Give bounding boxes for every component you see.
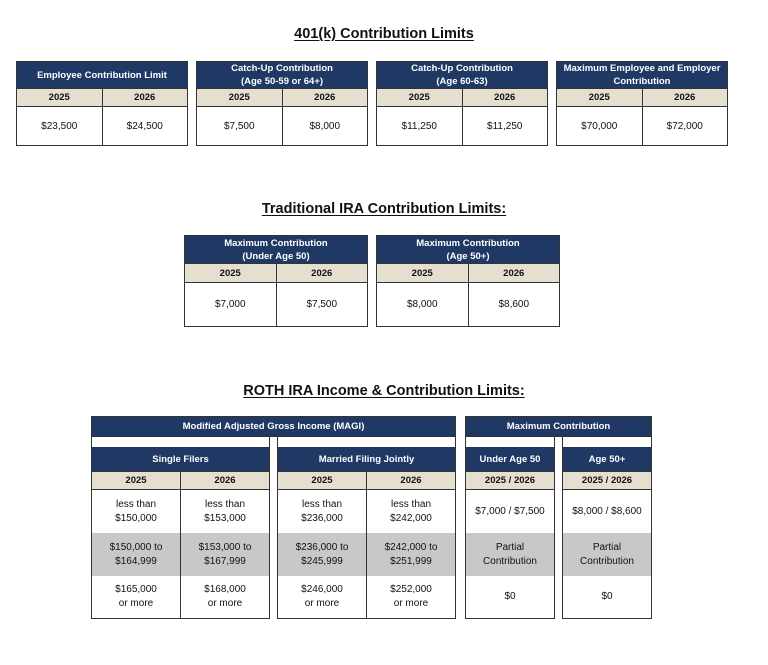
- under-50-table: [465, 436, 555, 619]
- year-row: 2025 2026: [197, 88, 367, 107]
- table-header: Catch-Up Contribution (Age 50-59 or 64+): [197, 62, 367, 88]
- year-cell: 2026: [180, 471, 269, 490]
- table-cell: $153,000 to $167,999: [181, 533, 269, 576]
- year-cell: 2025 / 2026: [563, 471, 651, 490]
- year-cell: 2025: [278, 471, 366, 490]
- table-cell: $0: [601, 591, 613, 602]
- table-cell: $0: [504, 591, 516, 602]
- table-cell: $8,000 / $8,600: [572, 505, 642, 517]
- single-filers-header: Single Filers: [92, 447, 269, 471]
- year-cell: 2025 / 2026: [466, 471, 554, 490]
- age-50-plus-header: Age 50+: [563, 447, 651, 471]
- table-header: Employee Contribution Limit: [17, 62, 187, 88]
- max-contribution-header: Maximum Contribution: [465, 416, 652, 437]
- ira-over50-table: [376, 235, 560, 327]
- table-cell: Partial Contribution: [563, 533, 651, 576]
- value-row: $8,000 $8,600: [377, 283, 559, 326]
- roth-title: ROTH IRA Income & Contribution Limits:: [243, 383, 525, 399]
- table-header: Maximum Contribution (Under Age 50): [185, 236, 367, 263]
- table-cell: less than $150,000: [115, 498, 157, 524]
- ira-title: Traditional IRA Contribution Limits:: [261, 201, 507, 217]
- value-row: $70,000 $72,000: [557, 107, 727, 146]
- year-cell: 2025: [92, 471, 180, 490]
- married-jointly-table: [277, 436, 456, 619]
- table-header: Maximum Employee and Employer Contribution: [557, 62, 727, 88]
- year-cell: 2026: [366, 471, 455, 490]
- age-50-plus-table: [562, 436, 652, 619]
- single-filers-table: [91, 436, 270, 619]
- year-row: 2025 2026: [557, 88, 727, 107]
- value-row: $7,000 $7,500: [185, 283, 367, 326]
- table-cell: $165,000 or more: [115, 584, 157, 609]
- table-cell: $242,000 to $251,999: [367, 533, 455, 576]
- table-cell: $168,000 or more: [204, 584, 246, 609]
- married-jointly-header: Married Filing Jointly: [278, 447, 455, 471]
- table-cell: $236,000 to $245,999: [278, 533, 366, 576]
- magi-header: Modified Adjusted Gross Income (MAGI): [91, 416, 456, 437]
- value-row: $23,500 $24,500: [17, 107, 187, 146]
- k401-employee-limit-table: [16, 61, 188, 146]
- k401-catchup-60-table: [376, 61, 548, 146]
- under-50-header: Under Age 50: [466, 447, 554, 471]
- value-row: $7,500 $8,000: [197, 107, 367, 146]
- table-cell: less than $236,000: [301, 498, 343, 524]
- year-row: 2025 2026: [377, 88, 547, 107]
- k401-max-employer-table: [556, 61, 728, 146]
- table-cell: less than $153,000: [204, 498, 246, 524]
- ira-under50-table: [184, 235, 368, 327]
- k401-catchup-50-table: [196, 61, 368, 146]
- table-header: Catch-Up Contribution (Age 60-63): [377, 62, 547, 88]
- year-row: 2025 2026: [185, 263, 367, 283]
- table-cell: $246,000 or more: [301, 584, 343, 609]
- table-header: Maximum Contribution (Age 50+): [377, 236, 559, 263]
- value-row: $11,250 $11,250: [377, 107, 547, 146]
- table-cell: $7,000 / $7,500: [475, 505, 545, 517]
- table-cell: $150,000 to $164,999: [92, 533, 180, 576]
- table-cell: $252,000 or more: [390, 584, 432, 609]
- table-cell: less than $242,000: [390, 498, 432, 524]
- year-row: 2025 2026: [17, 88, 187, 107]
- year-row: 2025 2026: [377, 263, 559, 283]
- k401-title: 401(k) Contribution Limits: [294, 26, 474, 42]
- table-cell: Partial Contribution: [466, 533, 554, 576]
